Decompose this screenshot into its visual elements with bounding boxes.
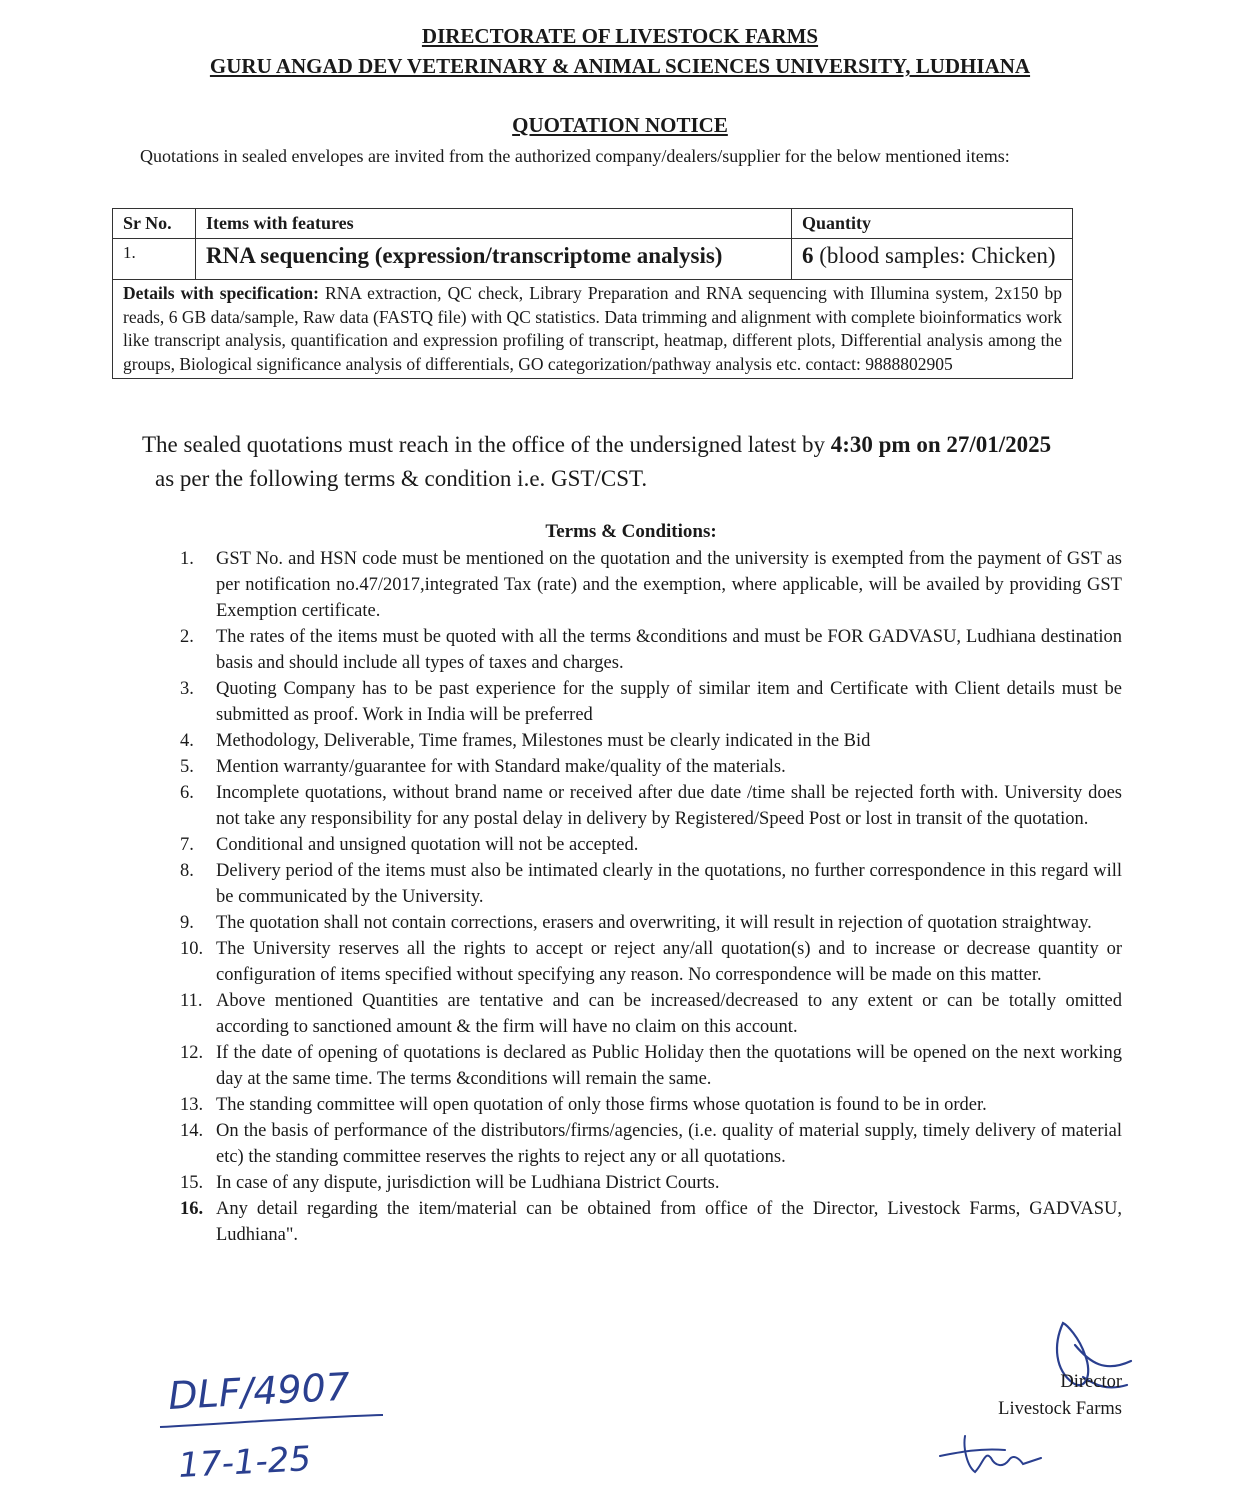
term-number: 14. bbox=[180, 1121, 204, 1141]
deadline-paragraph bbox=[142, 428, 1122, 496]
term-number: 13. bbox=[180, 1095, 204, 1115]
term-text: Quoting Company has to be past experience for the supply of similar item and Certificate with Client details must be submitted as proof. Work in India will be preferred bbox=[216, 679, 1122, 725]
term-number: 11. bbox=[180, 991, 203, 1011]
term-item bbox=[180, 988, 1122, 1040]
term-number: 8. bbox=[180, 861, 194, 881]
term-number: 3. bbox=[180, 679, 194, 699]
header-items: Items with features bbox=[196, 209, 792, 239]
term-item bbox=[180, 832, 1122, 858]
term-item bbox=[180, 546, 1122, 624]
header-quantity: Quantity bbox=[792, 209, 1073, 239]
directorate-heading: DIRECTORATE OF LIVESTOCK FARMS bbox=[421, 24, 819, 48]
term-text: Mention warranty/guarantee for with Standard make/quality of the materials. bbox=[216, 757, 786, 777]
term-item bbox=[180, 754, 1122, 780]
term-text: If the date of opening of quotations is declared as Public Holiday then the quotations will be opened on the next working day at the same time. The terms &conditions will remain the same. bbox=[216, 1043, 1122, 1089]
term-item bbox=[180, 624, 1122, 676]
row-sr-no: 1. bbox=[113, 239, 196, 280]
term-number: 6. bbox=[180, 783, 194, 803]
term-number: 15. bbox=[180, 1173, 204, 1193]
term-number: 12. bbox=[180, 1043, 204, 1063]
term-number: 4. bbox=[180, 731, 194, 751]
row-item-name: RNA sequencing (expression/transcriptome analysis) bbox=[196, 239, 792, 280]
details-row bbox=[113, 280, 1073, 379]
term-item bbox=[180, 1196, 1122, 1248]
terms-title: Terms & Conditions: bbox=[545, 521, 717, 542]
details-text: RNA extraction, QC check, Library Preparation and RNA sequencing with Illumina system, 2x150 bp reads, 6 GB data/sample, Raw data (FASTQ file) with QC statistics. Data trimming and alignment with complete bioinformatics work like transcript analysis, quantification and expression profiling of transcript, heatmap, different plots, Differential analysis among the groups, Biological significance analysis of differentials, GO categorization/pathway analysis etc. contact: 9888802905 bbox=[123, 283, 1062, 374]
term-text: Conditional and unsigned quotation will not be accepted. bbox=[216, 835, 639, 855]
quantity-description: (blood samples: Chicken) bbox=[819, 243, 1056, 268]
header-sr-no: Sr No. bbox=[113, 209, 196, 239]
term-number: 1. bbox=[180, 549, 194, 569]
term-number: 10. bbox=[180, 939, 204, 959]
term-text: The quotation shall not contain corrections, erasers and overwriting, it will result in rejection of quotation straightway. bbox=[216, 913, 1092, 933]
details-cell bbox=[113, 280, 1073, 379]
term-number: 7. bbox=[180, 835, 194, 855]
term-item bbox=[180, 676, 1122, 728]
table-header-row bbox=[113, 209, 1073, 239]
term-item bbox=[180, 780, 1122, 832]
term-item bbox=[180, 936, 1122, 988]
term-text: Above mentioned Quantities are tentative and can be increased/decreased to any extent or can be totally omitted according to sanctioned amount & the firm will have no claim on this account. bbox=[216, 991, 1122, 1037]
university-heading: GURU ANGAD DEV VETERINARY & ANIMAL SCIENCES UNIVERSITY, LUDHIANA bbox=[209, 54, 1031, 78]
term-text: Incomplete quotations, without brand name or received after due date /time shall be rejected forth with. University does not take any responsibility for any postal delay in delivery by Registered/Speed Post or lost in transit of the quotation. bbox=[216, 783, 1122, 829]
table-row bbox=[113, 239, 1073, 280]
terms-list bbox=[180, 546, 1122, 1248]
term-item bbox=[180, 728, 1122, 754]
term-item bbox=[180, 910, 1122, 936]
term-text: Delivery period of the items must also be intimated clearly in the quotations, no further correspondence in this regard will be communicated by the University. bbox=[216, 861, 1122, 907]
term-text: On the basis of performance of the distributors/firms/agencies, (i.e. quality of material supply, timely delivery of material etc) the standing committee reserves the rights to reject any or all quotations. bbox=[216, 1121, 1122, 1167]
term-text: The standing committee will open quotation of only those firms whose quotation is found to be in order. bbox=[216, 1095, 987, 1115]
initial-scribble bbox=[935, 1428, 1045, 1478]
term-number: 9. bbox=[180, 913, 194, 933]
term-item bbox=[180, 1040, 1122, 1092]
deadline-line2: as per the following terms & condition i.e. GST/CST. bbox=[155, 466, 648, 491]
term-item bbox=[180, 858, 1122, 910]
term-item bbox=[180, 1170, 1122, 1196]
term-text: In case of any dispute, jurisdiction will be Ludhiana District Courts. bbox=[216, 1173, 720, 1193]
term-text: GST No. and HSN code must be mentioned on the quotation and the university is exempted from the payment of GST as per notification no.47/2017,integrated Tax (rate) and the exemption, where applicable, will be availed by providing GST Exemption certificate. bbox=[216, 549, 1122, 621]
deadline-datetime: 4:30 pm on 27/01/2025 bbox=[830, 432, 1052, 457]
notice-title: QUOTATION NOTICE bbox=[512, 113, 728, 137]
term-text: Any detail regarding the item/material can be obtained from office of the Director, Livestock Farms, GADVASU, Ludhiana". bbox=[216, 1199, 1122, 1245]
term-text: Methodology, Deliverable, Time frames, Milestones must be clearly indicated in the Bid bbox=[216, 731, 871, 751]
quantity-number: 6 bbox=[802, 243, 814, 268]
intro-paragraph: Quotations in sealed envelopes are invited from the authorized company/dealers/supplier for the below mentioned items: bbox=[140, 146, 1010, 166]
term-text: The University reserves all the rights to accept or reject any/all quotation(s) and to increase or decrease quantity or configuration of items specified without specifying any reason. No correspondence will be made on this matter. bbox=[216, 939, 1122, 985]
handwritten-date: 17-1-25 bbox=[177, 1439, 312, 1486]
term-text: The rates of the items must be quoted with all the terms &conditions and must be FOR GADVASU, Ludhiana destination basis and should include all types of taxes and charges. bbox=[216, 627, 1122, 673]
signatory-title: Director bbox=[1060, 1372, 1122, 1392]
items-table bbox=[112, 208, 1073, 379]
handwritten-ref-number: DLF/4907 bbox=[167, 1365, 352, 1418]
handwritten-reference bbox=[155, 1365, 395, 1495]
term-item bbox=[180, 1118, 1122, 1170]
term-number: 5. bbox=[180, 757, 194, 777]
row-quantity bbox=[792, 239, 1073, 280]
term-item bbox=[180, 1092, 1122, 1118]
signatory-office: Livestock Farms bbox=[998, 1399, 1122, 1419]
term-number: 2. bbox=[180, 627, 194, 647]
details-label: Details with specification: bbox=[123, 283, 319, 303]
deadline-text: The sealed quotations must reach in the office of the undersigned latest by bbox=[142, 432, 825, 457]
term-number: 16. bbox=[180, 1199, 204, 1219]
